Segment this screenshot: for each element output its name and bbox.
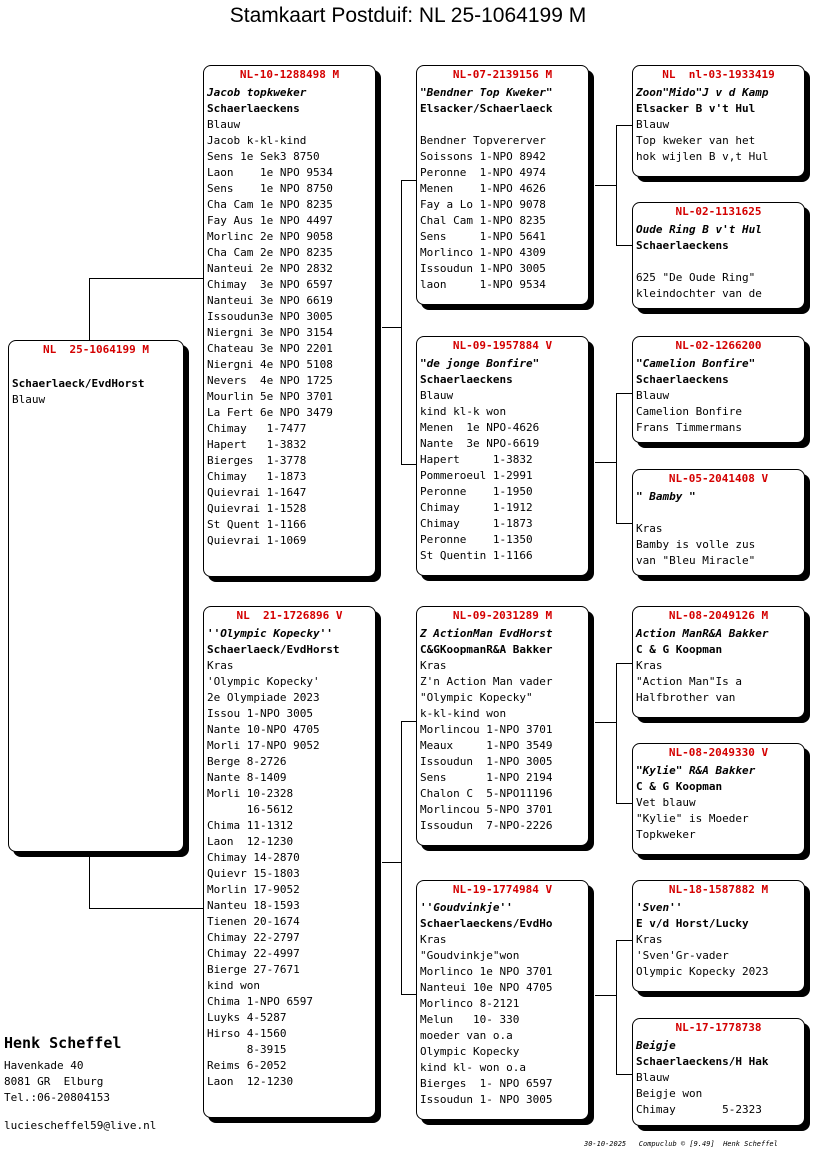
card-line: Luyks 4-5287 xyxy=(207,1011,287,1024)
card-line: Laon 1e NPO 9534 xyxy=(207,166,333,179)
pigeon-name: "Camelion Bonfire" xyxy=(636,357,756,370)
connector-line xyxy=(616,125,633,126)
card-line: Kras xyxy=(420,659,447,672)
card-line: Blauw xyxy=(420,389,454,402)
ring-number: NL-10-1288498 M xyxy=(239,68,340,81)
card-line: Niergni 3e NPO 3154 xyxy=(207,326,333,339)
card-line: Quievr 15-1803 xyxy=(207,867,300,880)
ring-number: NL-18-1587882 M xyxy=(668,883,769,896)
card-line: Quievrai 1-1528 xyxy=(207,502,307,515)
card-line: "Kylie" is Moeder xyxy=(636,812,749,825)
pigeon-name: ''Olympic Kopecky'' xyxy=(207,627,333,640)
pigeon-name: ''Goudvinkje'' xyxy=(420,901,513,914)
card-line: Quievrai 1-1069 xyxy=(207,534,307,547)
card-line: Beigje won xyxy=(636,1087,703,1100)
connector-line xyxy=(401,721,417,722)
ring-number: NL 21-1726896 V xyxy=(236,609,343,622)
card-line: 'Olympic Kopecky' xyxy=(207,675,320,688)
owner-name: Henk Scheffel xyxy=(4,1034,122,1052)
card-line: Reims 6-2052 xyxy=(207,1059,287,1072)
ring-number: NL-07-2139156 M xyxy=(452,68,553,81)
pigeon-name: 'Sven'' xyxy=(636,901,683,914)
connector-line xyxy=(616,1074,633,1075)
card-line: 8-3915 xyxy=(207,1043,287,1056)
breeder-name: Schaerlaeckens xyxy=(207,102,300,115)
card-line: Sens 1e NPO 8750 xyxy=(207,182,333,195)
card-line: Chimay 1-1873 xyxy=(207,470,307,483)
breeder-name: Schaerlaeck/EvdHorst xyxy=(207,643,340,656)
connector-line xyxy=(595,722,617,723)
breeder-name: Elsacker/Schaerlaeck xyxy=(420,102,553,115)
breeder-name: Schaerlaeck/EvdHorst xyxy=(12,377,145,390)
card-line: laon 1-NPO 9534 xyxy=(420,278,546,291)
card-line: Morlincou 5-NPO 3701 xyxy=(420,803,553,816)
card-line: Chateau 3e NPO 2201 xyxy=(207,342,333,355)
ring-number: NL-09-2031289 M xyxy=(452,609,553,622)
card-line: "Olympic Kopecky" xyxy=(420,691,533,704)
card-line: Sens 1-NPO 5641 xyxy=(420,230,546,243)
ring-number: NL-02-1266200 xyxy=(675,339,762,352)
card-line xyxy=(636,505,802,521)
breeder-name: Schaerlaeckens/H Hak xyxy=(636,1055,769,1068)
card-line: La Fert 6e NPO 3479 xyxy=(207,406,333,419)
card-line: Meaux 1-NPO 3549 xyxy=(420,739,553,752)
connector-line xyxy=(595,185,617,186)
pigeon-name: "Bendner Top Kweker" xyxy=(420,86,553,99)
card-line: Topkweker xyxy=(636,828,696,841)
pigeon-card-father-mother[interactable] xyxy=(416,336,589,576)
card-line: "Action Man"Is a xyxy=(636,675,742,688)
card-line: Blauw xyxy=(207,118,241,131)
card-line: Morlinco 8-2121 xyxy=(420,997,520,1010)
breeder-name: Schaerlaeckens xyxy=(636,239,729,252)
breeder-name: C & G Koopman xyxy=(636,643,723,656)
card-line: Blauw xyxy=(636,118,670,131)
owner-phone: Tel.:06-20804153 xyxy=(4,1091,110,1104)
card-line: 'Sven'Gr-vader xyxy=(636,949,729,962)
connector-line xyxy=(616,125,617,246)
card-line: Morli 17-NPO 9052 xyxy=(207,739,320,752)
connector-line xyxy=(616,940,633,941)
pigeon-name: "Kylie" R&A Bakker xyxy=(636,764,756,777)
pigeon-card-mmm[interactable] xyxy=(632,1018,805,1126)
card-line: Nante 8-1409 xyxy=(207,771,287,784)
card-line: kind kl-k won xyxy=(420,405,507,418)
connector-line xyxy=(382,327,402,328)
card-line: Peronne 1-1350 xyxy=(420,533,533,546)
card-line: Chimay 1-1912 xyxy=(420,501,533,514)
breeder-name: Schaerlaeckens xyxy=(636,373,729,386)
card-line: Menen 1-NPO 4626 xyxy=(420,182,546,195)
card-line: 2e Olympiade 2023 xyxy=(207,691,320,704)
page-title: Stamkaart Postduif: NL 25-1064199 M xyxy=(229,4,587,27)
card-line: hok wijlen B v,t Hul xyxy=(636,150,769,163)
connector-line xyxy=(401,180,417,181)
card-line: Mourlin 5e NPO 3701 xyxy=(207,390,333,403)
owner-email[interactable]: luciescheffel59@live.nl xyxy=(4,1119,157,1132)
card-line: Kras xyxy=(636,659,663,672)
card-line: Nanteu 18-1593 xyxy=(207,899,300,912)
pigeon-card-subject[interactable] xyxy=(8,340,184,852)
card-line: Blauw xyxy=(636,1071,670,1084)
card-line: Jacob k-kl-kind xyxy=(207,134,307,147)
breeder-name: C & G Koopman xyxy=(636,780,723,793)
card-line: Olympic Kopecky xyxy=(420,1045,520,1058)
card-line: Nante 3e NPO-6619 xyxy=(420,437,540,450)
connector-line xyxy=(382,862,402,863)
card-line: Olympic Kopecky 2023 xyxy=(636,965,769,978)
card-line: Sens 1e Sek3 8750 xyxy=(207,150,320,163)
card-line xyxy=(12,360,181,376)
card-line: Kras xyxy=(420,933,447,946)
card-line: Chimay 22-4997 xyxy=(207,947,300,960)
pigeon-card-mother-mother[interactable] xyxy=(416,880,589,1120)
connector-line xyxy=(89,278,90,340)
breeder-name: C&GKoopmanR&A Bakker xyxy=(420,643,553,656)
card-line xyxy=(636,254,802,270)
owner-info xyxy=(4,1034,156,1134)
card-line: Hapert 1-3832 xyxy=(420,453,533,466)
footer-credit: 30-10-2025 Compuclub © [9.49] Henk Scheffel xyxy=(584,1140,778,1148)
card-line: k-kl-kind won xyxy=(420,707,507,720)
card-line: Issoudun 1-NPO 3005 xyxy=(420,262,546,275)
ring-number: NL-08-2049330 V xyxy=(668,746,769,759)
card-line: "Goudvinkje"won xyxy=(420,949,520,962)
card-line: van "Bleu Miracle" xyxy=(636,554,756,567)
card-line: Issoudun 1-NPO 3005 xyxy=(420,755,553,768)
card-line: Chimay 5-2323 xyxy=(636,1103,762,1116)
card-line: Soissons 1-NPO 8942 xyxy=(420,150,546,163)
card-line: Blauw xyxy=(12,393,46,406)
pigeon-card-fmf[interactable] xyxy=(632,336,805,443)
card-line: Morlinc 2e NPO 9058 xyxy=(207,230,333,243)
connector-line xyxy=(616,663,617,804)
breeder-name: Schaerlaeckens xyxy=(420,373,513,386)
card-line: Morlinco 1-NPO 4309 xyxy=(420,246,546,259)
pigeon-card-mother-father[interactable] xyxy=(416,606,589,846)
connector-line xyxy=(616,393,633,394)
connector-line xyxy=(89,908,204,909)
card-line: Top kweker van het xyxy=(636,134,756,147)
owner-city: 8081 GR Elburg xyxy=(4,1075,104,1088)
card-line: Cha Cam 2e NPO 8235 xyxy=(207,246,333,259)
pigeon-card-fmm[interactable] xyxy=(632,469,805,576)
card-line: Kras xyxy=(636,933,663,946)
card-line: St Quent 1-1166 xyxy=(207,518,307,531)
card-line: Melun 10- 330 xyxy=(420,1013,520,1026)
pigeon-name: " Bamby " xyxy=(636,490,696,503)
card-line: Berge 8-2726 xyxy=(207,755,287,768)
breeder-name: Elsacker B v't Hul xyxy=(636,102,756,115)
card-line: Bamby is volle zus xyxy=(636,538,756,551)
card-line: Morlin 17-9052 xyxy=(207,883,300,896)
ring-number: NL nl-03-1933419 xyxy=(662,68,775,81)
connector-line xyxy=(616,523,633,524)
card-line: St Quentin 1-1166 xyxy=(420,549,533,562)
connector-line xyxy=(616,663,633,664)
card-line: Hirso 4-1560 xyxy=(207,1027,287,1040)
card-line: Fay Aus 1e NPO 4497 xyxy=(207,214,333,227)
card-line: 625 "De Oude Ring" xyxy=(636,271,756,284)
ring-number: NL 25-1064199 M xyxy=(43,343,149,356)
card-line: Chalon C 5-NPO11196 xyxy=(420,787,553,800)
connector-line xyxy=(401,994,417,995)
card-line: kind kl- won o.a xyxy=(420,1061,526,1074)
pigeon-card-mff[interactable] xyxy=(632,606,805,718)
card-line: Nanteui 10e NPO 4705 xyxy=(420,981,553,994)
card-line: Chima 11-1312 xyxy=(207,819,294,832)
card-line: Nanteui 2e NPO 2832 xyxy=(207,262,333,275)
card-line: Chimay 1-1873 xyxy=(420,517,533,530)
card-line: Vet blauw xyxy=(636,796,696,809)
card-line: Chimay 3e NPO 6597 xyxy=(207,278,333,291)
connector-line xyxy=(401,180,402,465)
ring-number: NL-05-2041408 V xyxy=(668,472,769,485)
ring-number: NL-17-1778738 xyxy=(675,1021,762,1034)
card-line: Chimay 14-2870 xyxy=(207,851,300,864)
card-line: Laon 12-1230 xyxy=(207,835,294,848)
card-line: Pommeroeul 1-2991 xyxy=(420,469,533,482)
card-line: Cha Cam 1e NPO 8235 xyxy=(207,198,333,211)
card-line: Blauw xyxy=(636,389,670,402)
card-line: Nanteui 3e NPO 6619 xyxy=(207,294,333,307)
card-line: Bendner Topvererver xyxy=(420,134,546,147)
card-line: 16-5612 xyxy=(207,803,294,816)
connector-line xyxy=(616,940,617,1075)
pigeon-name: Action ManR&A Bakker xyxy=(636,627,769,640)
card-line: Niergni 4e NPO 5108 xyxy=(207,358,333,371)
card-line: Chima 1-NPO 6597 xyxy=(207,995,313,1008)
pigeon-name: Oude Ring B v't Hul xyxy=(636,223,762,236)
card-line: Quievrai 1-1647 xyxy=(207,486,307,499)
pigeon-card-mmf[interactable] xyxy=(632,880,805,992)
card-line: Nevers 4e NPO 1725 xyxy=(207,374,333,387)
card-line: Bierge 27-7671 xyxy=(207,963,300,976)
card-line: Bierges 1-3778 xyxy=(207,454,307,467)
owner-address: Havenkade 40 xyxy=(4,1059,84,1072)
pigeon-name: Jacob topkweker xyxy=(207,86,307,99)
pigeon-name: Z ActionMan EvdHorst xyxy=(420,627,553,640)
breeder-name: Schaerlaeckens/EvdHo xyxy=(420,917,553,930)
pigeon-name: Beigje xyxy=(636,1039,676,1052)
pigeon-card-mother[interactable] xyxy=(203,606,376,1118)
connector-line xyxy=(616,393,617,524)
pigeon-card-mfm[interactable] xyxy=(632,743,805,855)
pigeon-card-ffm[interactable] xyxy=(632,202,805,309)
card-line: Nante 10-NPO 4705 xyxy=(207,723,320,736)
ring-number: NL-02-1131625 xyxy=(675,205,762,218)
pigeon-card-father-father[interactable] xyxy=(416,65,589,305)
card-line: Kras xyxy=(207,659,234,672)
pigeon-card-father[interactable] xyxy=(203,65,376,577)
connector-line xyxy=(595,462,617,463)
connector-line xyxy=(89,852,90,909)
card-line: Tienen 20-1674 xyxy=(207,915,300,928)
card-line: Halfbrother van xyxy=(636,691,736,704)
card-line: Chimay 1-7477 xyxy=(207,422,307,435)
pigeon-name: "de jonge Bonfire" xyxy=(420,357,540,370)
card-line: moeder van o.a xyxy=(420,1029,513,1042)
ring-number: NL-09-1957884 V xyxy=(452,339,553,352)
card-line: Menen 1e NPO-4626 xyxy=(420,421,540,434)
card-line: Peronne 1-NPO 4974 xyxy=(420,166,546,179)
ring-number: NL-08-2049126 M xyxy=(668,609,769,622)
connector-line xyxy=(401,721,402,995)
card-line: Fay a Lo 1-NPO 9078 xyxy=(420,198,546,211)
ring-number: NL-19-1774984 V xyxy=(452,883,553,896)
card-line: Hapert 1-3832 xyxy=(207,438,307,451)
card-line: Issoudun3e NPO 3005 xyxy=(207,310,333,323)
card-line: Peronne 1-1950 xyxy=(420,485,533,498)
card-line: kind won xyxy=(207,979,260,992)
connector-line xyxy=(595,995,617,996)
card-line: Z'n Action Man vader xyxy=(420,675,553,688)
connector-line xyxy=(89,278,204,279)
pigeon-card-fff[interactable] xyxy=(632,65,805,177)
pigeon-name: Zoon"Mido"J v d Kamp xyxy=(636,86,769,99)
card-line: Morli 10-2328 xyxy=(207,787,294,800)
card-line: Frans Timmermans xyxy=(636,421,742,434)
card-line xyxy=(420,117,586,133)
card-line: Sens 1-NPO 2194 xyxy=(420,771,553,784)
card-line: Camelion Bonfire xyxy=(636,405,742,418)
card-line: Chimay 22-2797 xyxy=(207,931,300,944)
card-line: Issoudun 1- NPO 3005 xyxy=(420,1093,553,1106)
card-line: Morlinco 1e NPO 3701 xyxy=(420,965,553,978)
card-line: kleindochter van de xyxy=(636,287,762,300)
card-line: Chal Cam 1-NPO 8235 xyxy=(420,214,546,227)
connector-line xyxy=(616,803,633,804)
card-line: Morlincou 1-NPO 3701 xyxy=(420,723,553,736)
card-line: Issou 1-NPO 3005 xyxy=(207,707,313,720)
card-line: Laon 12-1230 xyxy=(207,1075,294,1088)
breeder-name: E v/d Horst/Lucky xyxy=(636,917,749,930)
card-line: Kras xyxy=(636,522,663,535)
card-line: Issoudun 7-NPO-2226 xyxy=(420,819,553,832)
connector-line xyxy=(616,245,633,246)
connector-line xyxy=(401,464,417,465)
card-line: Bierges 1- NPO 6597 xyxy=(420,1077,553,1090)
